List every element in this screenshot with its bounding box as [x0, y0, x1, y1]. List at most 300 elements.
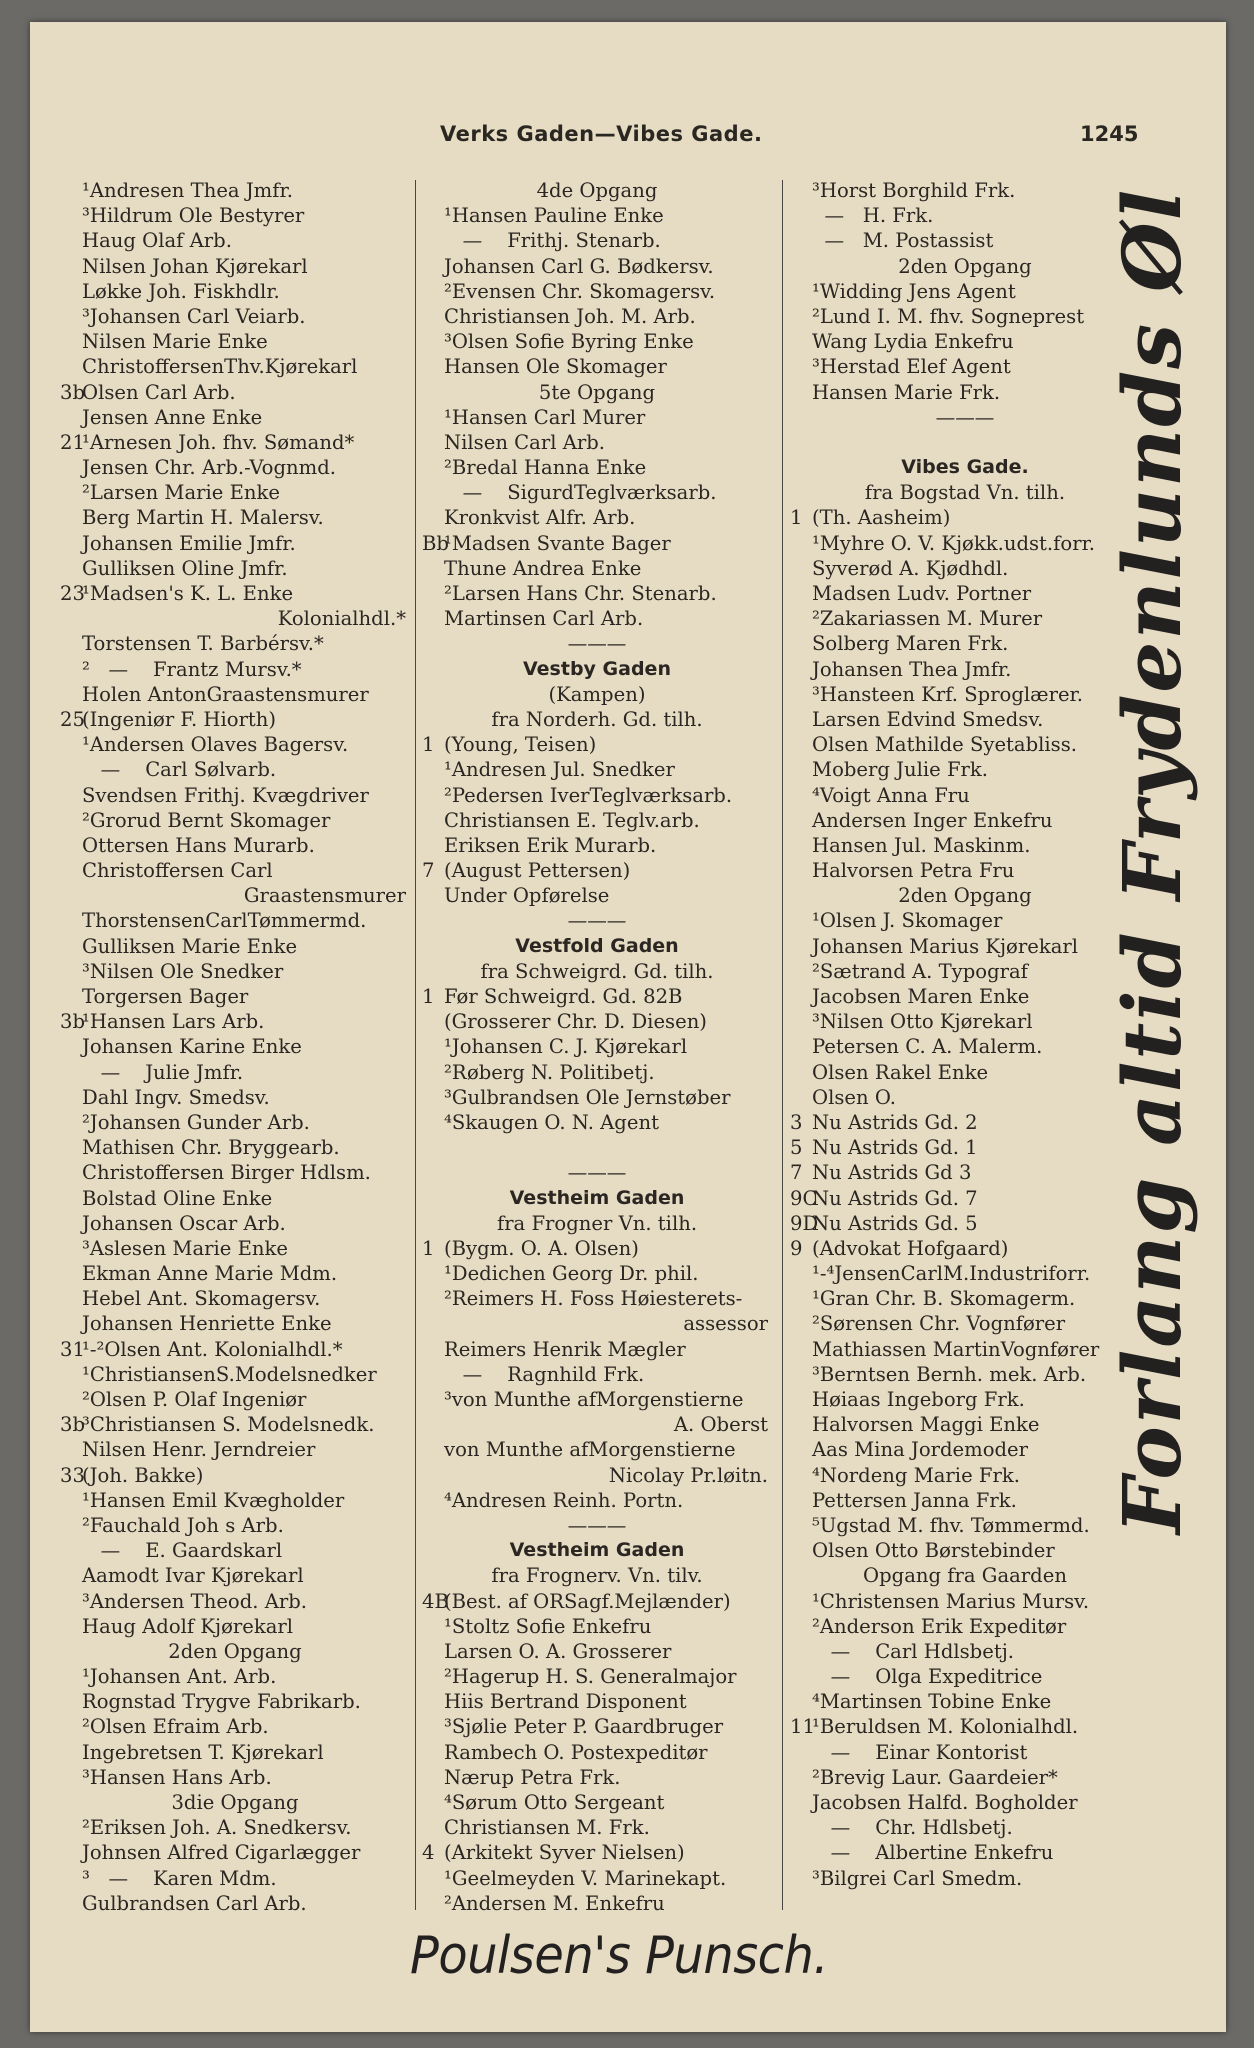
- directory-entry: [422, 1236, 772, 1261]
- entry-text: Hiis Bertrand Disponent: [444, 1690, 687, 1714]
- entry-text: — Chr. Hdlsbetj.: [812, 1816, 1013, 1840]
- directory-entry: [60, 531, 410, 556]
- directory-entry: [790, 1034, 1140, 1059]
- directory-entry: [60, 1286, 410, 1311]
- entry-text: ¹Myhre O. V. Kjøkk.udst.forr.: [812, 531, 1096, 555]
- entry-text: ¹Hansen Lars Arb.: [82, 1010, 265, 1034]
- entry-text: 2den Opgang: [898, 254, 1032, 278]
- directory-entry: [790, 934, 1140, 959]
- directory-entry: [60, 1790, 410, 1815]
- entry-text: Nu Astrids Gd. 5: [812, 1211, 978, 1235]
- directory-entry: [60, 1463, 410, 1488]
- entry-text: Nilsen Marie Enke: [82, 330, 268, 354]
- directory-entry: [422, 1639, 772, 1664]
- directory-entry: [422, 883, 772, 908]
- entry-text: Hebel Ant. Skomagersv.: [82, 1287, 321, 1311]
- entry-text: ¹Madsen's K. L. Enke: [82, 582, 294, 605]
- directory-entry: [422, 279, 772, 304]
- house-number: 7: [422, 859, 435, 883]
- entry-text: (Kampen): [548, 682, 646, 706]
- directory-entry: [422, 304, 772, 329]
- column-1: [60, 178, 410, 1916]
- directory-entry: [422, 1589, 772, 1614]
- directory-entry: [60, 329, 410, 354]
- directory-entry: [60, 1085, 410, 1110]
- directory-entry: [60, 480, 410, 505]
- entry-text: — Olga Expeditrice: [812, 1665, 1043, 1689]
- house-number: 3b: [60, 1010, 86, 1034]
- directory-entry: [60, 682, 410, 707]
- directory-entry: [790, 1437, 1140, 1462]
- directory-entry: [790, 657, 1140, 682]
- directory-entry: [60, 1488, 410, 1513]
- entry-text: ¹Widding Jens Agent: [812, 279, 1016, 303]
- entry-text: Johansen Marius Kjørekarl: [812, 934, 1079, 958]
- entry-text: Nilsen Carl Arb.: [444, 430, 605, 454]
- entry-text: ²Olsen Efraim Arb.: [82, 1715, 269, 1739]
- directory-entry: [60, 430, 410, 455]
- entry-text: Hansen Marie Frk.: [812, 380, 1001, 404]
- entry-text: Johansen Henriette Enke: [82, 1312, 332, 1336]
- entry-text: Nærup Petra Frk.: [444, 1765, 621, 1789]
- directory-entry: [60, 178, 410, 203]
- entry-text: ⁴Sørum Otto Sergeant: [444, 1791, 665, 1814]
- directory-entry: [422, 707, 772, 732]
- house-number: 23: [60, 582, 85, 605]
- directory-entry: [422, 556, 772, 581]
- directory-entry: [790, 1311, 1140, 1336]
- directory-entry: [60, 883, 410, 908]
- entry-text: ³Hildrum Ole Bestyrer: [82, 204, 305, 228]
- directory-entry: [790, 1488, 1140, 1513]
- entry-text: ²Sætrand A. Typograf: [812, 959, 1028, 983]
- entry-text: Thune Andrea Enke: [444, 556, 642, 580]
- house-number: 9D: [790, 1211, 819, 1235]
- directory-entry: [60, 505, 410, 530]
- entry-text: ³Hansen Hans Arb.: [82, 1765, 272, 1789]
- entry-text: Ottersen Hans Murarb.: [82, 833, 315, 857]
- directory-entry: [60, 1614, 410, 1639]
- directory-entry: [60, 833, 410, 858]
- directory-entry: [422, 1840, 772, 1865]
- entry-text: Martinsen Carl Arb.: [444, 607, 644, 631]
- directory-entry: [422, 405, 772, 430]
- directory-entry: [60, 808, 410, 833]
- entry-text: ²Zakariassen M. Murer: [812, 607, 1043, 631]
- directory-entry: [422, 329, 772, 354]
- directory-entry: [60, 1387, 410, 1412]
- house-number: Bb: [422, 531, 449, 555]
- column-divider-2: [782, 180, 783, 1910]
- directory-entry: [422, 380, 772, 405]
- entry-text: ²Hagerup H. S. Generalmajor: [444, 1665, 737, 1689]
- entry-text: Jacobsen Halfd. Bogholder: [812, 1791, 1078, 1814]
- entry-text: ⁴Nordeng Marie Frk.: [812, 1463, 1020, 1487]
- entry-text: ¹-²Olsen Ant. Kolonialhdl.*: [82, 1337, 343, 1361]
- entry-text: Moberg Julie Frk.: [812, 758, 989, 782]
- entry-text: ———: [935, 405, 995, 429]
- directory-entry: [60, 354, 410, 379]
- section-divider: [422, 631, 772, 656]
- directory-entry: [790, 254, 1140, 279]
- directory-entry: [422, 1362, 772, 1387]
- entry-text: Reimers Henrik Mægler: [444, 1337, 686, 1361]
- directory-entry: [790, 1160, 1140, 1185]
- entry-text: ¹Beruldsen M. Kolonialhdl.: [812, 1715, 1079, 1739]
- entry-text: Høiaas Ingeborg Frk.: [812, 1388, 1025, 1411]
- entry-text: 4de Opgang: [536, 179, 658, 202]
- street-heading: [422, 934, 772, 959]
- directory-entry: [790, 808, 1140, 833]
- entry-text: fra Frognerv. Vn. tilv.: [491, 1564, 703, 1588]
- entry-text: ¹Hansen Emil Kvægholder: [82, 1488, 345, 1512]
- entry-text: Kolonialhdl.*: [277, 607, 406, 631]
- entry-text: Larsen Edvind Smedsv.: [812, 707, 1044, 731]
- directory-entry: [790, 1009, 1140, 1034]
- directory-entry: [790, 1211, 1140, 1236]
- entry-text: — Albertine Enkefru: [812, 1841, 1054, 1865]
- directory-entry: [422, 1286, 772, 1311]
- directory-entry: [790, 1186, 1140, 1211]
- directory-entry: [422, 581, 772, 606]
- entry-text: Halvorsen Maggi Enke: [812, 1413, 1040, 1437]
- entry-text: ⁴Skaugen O. N. Agent: [444, 1110, 659, 1134]
- entry-text: Svendsen Frithj. Kvægdriver: [82, 783, 369, 807]
- entry-text: 5te Opgang: [538, 380, 656, 404]
- directory-entry: [60, 1311, 410, 1336]
- directory-entry: [790, 1513, 1140, 1538]
- directory-entry: [422, 1337, 772, 1362]
- directory-entry: [422, 984, 772, 1009]
- directory-entry: [422, 732, 772, 757]
- directory-entry: [60, 1664, 410, 1689]
- entry-text: 2den Opgang: [898, 884, 1032, 908]
- entry-text: Olsen Carl Arb.: [82, 380, 236, 404]
- directory-entry: [60, 405, 410, 430]
- directory-entry: [422, 505, 772, 530]
- entry-text: Haug Adolf Kjørekarl: [82, 1614, 294, 1638]
- entry-text: A. Oberst: [673, 1413, 768, 1437]
- entry-text: ³Bilgrei Carl Smedm.: [812, 1866, 1023, 1890]
- directory-entry: [422, 858, 772, 883]
- directory-entry: [790, 1740, 1140, 1765]
- entry-text: Gulliksen Oline Jmfr.: [82, 556, 288, 580]
- entry-text: — Frithj. Stenarb.: [444, 229, 661, 253]
- entry-text: Johansen Karine Enke: [82, 1035, 302, 1059]
- directory-entry: [60, 1034, 410, 1059]
- directory-entry: [790, 1362, 1140, 1387]
- directory-entry: [60, 1513, 410, 1538]
- directory-entry: [790, 858, 1140, 883]
- entry-text: Vibes Gade.: [901, 456, 1029, 479]
- section-divider: [422, 1513, 772, 1538]
- directory-entry: [422, 1085, 772, 1110]
- entry-text: Vestby Gaden: [523, 657, 671, 680]
- directory-entry: [790, 1286, 1140, 1311]
- directory-entry: [422, 1009, 772, 1034]
- entry-text: Olsen Otto Børstebinder: [812, 1539, 1055, 1563]
- directory-entry: [422, 606, 772, 631]
- house-number: 1: [790, 506, 803, 530]
- directory-entry: [790, 1261, 1140, 1286]
- directory-entry: [422, 682, 772, 707]
- entry-text: ⁴Martinsen Tobine Enke: [812, 1690, 1052, 1714]
- entry-text: Vestfold Gaden: [515, 934, 679, 957]
- entry-text: ———: [567, 632, 627, 656]
- entry-text: ²Reimers H. Foss Høiesterets-: [444, 1287, 743, 1311]
- entry-text: fra Bogstad Vn. tilh.: [864, 481, 1066, 505]
- directory-entry: [60, 1337, 410, 1362]
- directory-entry: [422, 1714, 772, 1739]
- entry-text: (Bygm. O. A. Olsen): [444, 1236, 639, 1260]
- directory-entry: [60, 1110, 410, 1135]
- directory-entry: [422, 254, 772, 279]
- entry-text: ²Pedersen IverTeglværksarb.: [444, 783, 733, 807]
- entry-text: Olsen Mathilde Syetabliss.: [812, 733, 1078, 757]
- entry-text: Andersen Inger Enkefru: [812, 808, 1053, 832]
- entry-text: Opgang fra Gaarden: [863, 1564, 1067, 1588]
- entry-text: ¹Andersen Olaves Bagersv.: [82, 733, 349, 757]
- directory-entry: [790, 631, 1140, 656]
- entry-text: ThorstensenCarlTømmermd.: [82, 909, 367, 933]
- directory-entry: [60, 556, 410, 581]
- directory-entry: [790, 1639, 1140, 1664]
- entry-text: Mathiassen MartinVognfører: [812, 1337, 1100, 1361]
- entry-text: Christiansen M. Frk.: [444, 1816, 650, 1840]
- entry-text: (Th. Aasheim): [812, 506, 951, 530]
- entry-text: — H. Frk.: [812, 204, 934, 228]
- entry-text: Nilsen Henr. Jerndreier: [82, 1438, 316, 1462]
- directory-entry: [790, 1412, 1140, 1437]
- entry-text: ²Andersen M. Enkefru: [444, 1891, 665, 1915]
- entry-text: ²Røberg N. Politibetj.: [444, 1060, 655, 1084]
- entry-text: Solberg Maren Frk.: [812, 632, 1009, 656]
- directory-entry: [60, 1060, 410, 1085]
- street-heading: [422, 657, 772, 682]
- entry-text: Johansen Oscar Arb.: [82, 1211, 286, 1235]
- entry-text: Nu Astrids Gd. 1: [812, 1136, 978, 1160]
- entry-text: ²Johansen Gunder Arb.: [82, 1110, 310, 1134]
- entry-text: ¹Madsen Svante Bager: [444, 531, 671, 555]
- entry-text: Nilsen Johan Kjørekarl: [82, 254, 308, 278]
- entry-text: ³Gulbrandsen Ole Jernstøber: [444, 1085, 731, 1109]
- house-number: 4B: [422, 1589, 449, 1613]
- entry-text: Christoffersen Carl: [82, 859, 273, 883]
- entry-text: ²Olsen P. Olaf Ingeniør: [82, 1388, 307, 1411]
- directory-entry: [60, 1538, 410, 1563]
- entry-text: — Ragnhild Frk.: [444, 1362, 645, 1386]
- entry-text: Aamodt Ivar Kjørekarl: [82, 1564, 304, 1588]
- entry-text: (Advokat Hofgaard): [812, 1236, 1009, 1260]
- entry-text: ¹Dedichen Georg Dr. phil.: [444, 1262, 699, 1286]
- entry-text: ¹Hansen Carl Murer: [444, 405, 646, 429]
- entry-text: — Carl Hdlsbetj.: [812, 1639, 1014, 1663]
- entry-text: Rambech O. Postexpeditør: [444, 1740, 708, 1764]
- entry-text: von Munthe afMorgenstierne: [444, 1438, 736, 1462]
- directory-entry: [60, 304, 410, 329]
- directory-entry: [60, 1563, 410, 1588]
- directory-entry: [60, 581, 410, 606]
- vertical-advertisement: Forlang altid Frydenlunds Øl: [1105, 187, 1199, 1534]
- directory-entry: [790, 354, 1140, 379]
- directory-entry: [422, 354, 772, 379]
- entry-text: Dahl Ingv. Smedsv.: [82, 1085, 270, 1109]
- directory-entry: [790, 329, 1140, 354]
- directory-entry: [790, 556, 1140, 581]
- directory-entry: [60, 908, 410, 933]
- directory-entry: [60, 1740, 410, 1765]
- column-2: [422, 178, 772, 1916]
- directory-entry: [60, 984, 410, 1009]
- entry-text: Johansen Thea Jmfr.: [812, 657, 1012, 681]
- entry-text: Berg Martin H. Malersv.: [82, 506, 324, 530]
- directory-entry: [422, 1135, 772, 1160]
- directory-entry: [790, 1614, 1140, 1639]
- directory-entry: [790, 984, 1140, 1009]
- bottom-advertisement: Poulsen's Punsch.: [410, 1926, 829, 1986]
- directory-entry: [422, 1211, 772, 1236]
- directory-entry: [422, 1689, 772, 1714]
- directory-entry: [60, 203, 410, 228]
- directory-entry: [790, 783, 1140, 808]
- directory-entry: [422, 1110, 772, 1135]
- entry-text: Løkke Joh. Fiskhdlr.: [82, 279, 280, 303]
- entry-text: ³Johansen Carl Veiarb.: [82, 304, 306, 328]
- directory-entry: [790, 1790, 1140, 1815]
- entry-text: Bolstad Oline Enke: [82, 1186, 273, 1210]
- directory-entry: [60, 279, 410, 304]
- directory-entry: [60, 1815, 410, 1840]
- entry-text: Nu Astrids Gd. 7: [812, 1186, 978, 1210]
- entry-text: ³ — Karen Mdm.: [82, 1866, 277, 1890]
- directory-entry: [60, 858, 410, 883]
- entry-text: Nu Astrids Gd 3: [812, 1161, 972, 1185]
- directory-entry: [60, 732, 410, 757]
- entry-text: Torstensen T. Barbérsv.*: [82, 632, 324, 656]
- entry-text: Vestheim Gaden: [509, 1186, 685, 1209]
- directory-entry: [422, 1261, 772, 1286]
- entry-text: ¹Gran Chr. B. Skomagerm.: [812, 1287, 1076, 1311]
- entry-text: Ingebretsen T. Kjørekarl: [82, 1740, 324, 1764]
- directory-entry: [60, 606, 410, 631]
- directory-entry: [60, 1412, 410, 1437]
- entry-text: Nu Astrids Gd. 2: [812, 1110, 978, 1134]
- entry-text: (Ingeniør F. Hiorth): [82, 707, 277, 731]
- directory-entry: [790, 1563, 1140, 1588]
- entry-text: ²Brevig Laur. Gaardeier*: [812, 1765, 1058, 1789]
- directory-entry: [422, 1891, 772, 1916]
- directory-entry: [790, 908, 1140, 933]
- entry-text: (Joh. Bakke): [82, 1463, 204, 1487]
- entry-text: Ekman Anne Marie Mdm.: [82, 1262, 338, 1286]
- entry-text: Torgersen Bager: [82, 985, 249, 1008]
- entry-text: Aas Mina Jordemoder: [812, 1438, 1029, 1462]
- entry-text: Olsen Rakel Enke: [812, 1060, 989, 1084]
- directory-entry: [422, 203, 772, 228]
- directory-entry: [60, 1160, 410, 1185]
- directory-entry: [60, 707, 410, 732]
- street-heading: [790, 455, 1140, 480]
- entry-text: ³Berntsen Bernh. mek. Arb.: [812, 1362, 1087, 1386]
- entry-text: ³Christiansen S. Modelsnedk.: [82, 1413, 375, 1437]
- house-number: 9: [790, 1236, 803, 1260]
- entry-text: ²Anderson Erik Expeditør: [812, 1614, 1067, 1638]
- directory-entry: [422, 1437, 772, 1462]
- entry-text: ³Nilsen Ole Snedker: [82, 959, 284, 983]
- entry-text: Petersen C. A. Malerm.: [812, 1035, 1043, 1059]
- entry-text: ³Olsen Sofie Byring Enke: [444, 330, 694, 354]
- entry-text: Rognstad Trygve Fabrikarb.: [82, 1690, 361, 1714]
- entry-text: Nicolay Pr.løitn.: [608, 1463, 768, 1487]
- house-number: 1: [422, 985, 435, 1008]
- directory-entry: [790, 1085, 1140, 1110]
- entry-text: (Grosserer Chr. D. Diesen): [444, 1010, 707, 1034]
- entry-text: fra Schweigrd. Gd. tilh.: [480, 959, 714, 983]
- directory-entry: [422, 783, 772, 808]
- entry-text: ³Hansteen Krf. Sproglærer.: [812, 682, 1083, 706]
- directory-entry: [790, 228, 1140, 253]
- directory-entry: [422, 1060, 772, 1085]
- entry-text: ¹Geelmeyden V. Marinekapt.: [444, 1866, 727, 1890]
- directory-entry: [422, 1614, 772, 1639]
- entry-text: ChristoffersenThv.Kjørekarl: [82, 355, 358, 379]
- entry-text: Christiansen Joh. M. Arb.: [444, 304, 696, 328]
- entry-text: — M. Postassist: [812, 229, 994, 253]
- directory-entry: [422, 1563, 772, 1588]
- entry-text: (Best. af ORSagf.Mejlænder): [444, 1589, 731, 1613]
- directory-page: [30, 22, 1226, 2032]
- house-number: 11: [790, 1715, 815, 1739]
- entry-text: Christiansen E. Teglv.arb.: [444, 808, 700, 832]
- directory-entry: [790, 1689, 1140, 1714]
- entry-text: Kronkvist Alfr. Arb.: [444, 506, 636, 530]
- directory-entry: [790, 1387, 1140, 1412]
- directory-entry: [422, 1664, 772, 1689]
- column-divider-1: [415, 180, 416, 1910]
- house-number: 31: [60, 1337, 85, 1361]
- directory-entry: [60, 228, 410, 253]
- entry-text: Jensen Anne Enke: [82, 405, 263, 429]
- directory-entry: [422, 1790, 772, 1815]
- entry-text: ¹Johansen Ant. Arb.: [82, 1665, 277, 1689]
- house-number: 21: [60, 430, 85, 454]
- directory-entry: [60, 1211, 410, 1236]
- house-number: 1: [422, 733, 435, 757]
- entry-text: ⁴Voigt Anna Fru: [812, 783, 970, 807]
- entry-text: — E. Gaardskarl: [82, 1539, 283, 1563]
- directory-entry: [790, 833, 1140, 858]
- entry-text: Mathisen Chr. Bryggearb.: [82, 1136, 340, 1160]
- directory-entry: [422, 1463, 772, 1488]
- directory-entry: [790, 1664, 1140, 1689]
- entry-text: Haug Olaf Arb.: [82, 229, 232, 253]
- directory-entry: [60, 380, 410, 405]
- directory-entry: [422, 228, 772, 253]
- directory-entry: [790, 1110, 1140, 1135]
- entry-text: ¹Andresen Jul. Snedker: [444, 758, 675, 782]
- entry-text: (Arkitekt Syver Nielsen): [444, 1841, 685, 1865]
- entry-text: ²Lund I. M. fhv. Sogneprest: [812, 304, 1085, 328]
- directory-entry: [422, 1765, 772, 1790]
- house-number: 3b: [60, 380, 86, 404]
- directory-entry: [790, 959, 1140, 984]
- directory-entry: [790, 531, 1140, 556]
- directory-entry: [790, 304, 1140, 329]
- directory-entry: [790, 682, 1140, 707]
- directory-entry: [790, 480, 1140, 505]
- house-number: 4: [422, 1841, 435, 1865]
- entry-text: Madsen Ludv. Portner: [812, 582, 1032, 605]
